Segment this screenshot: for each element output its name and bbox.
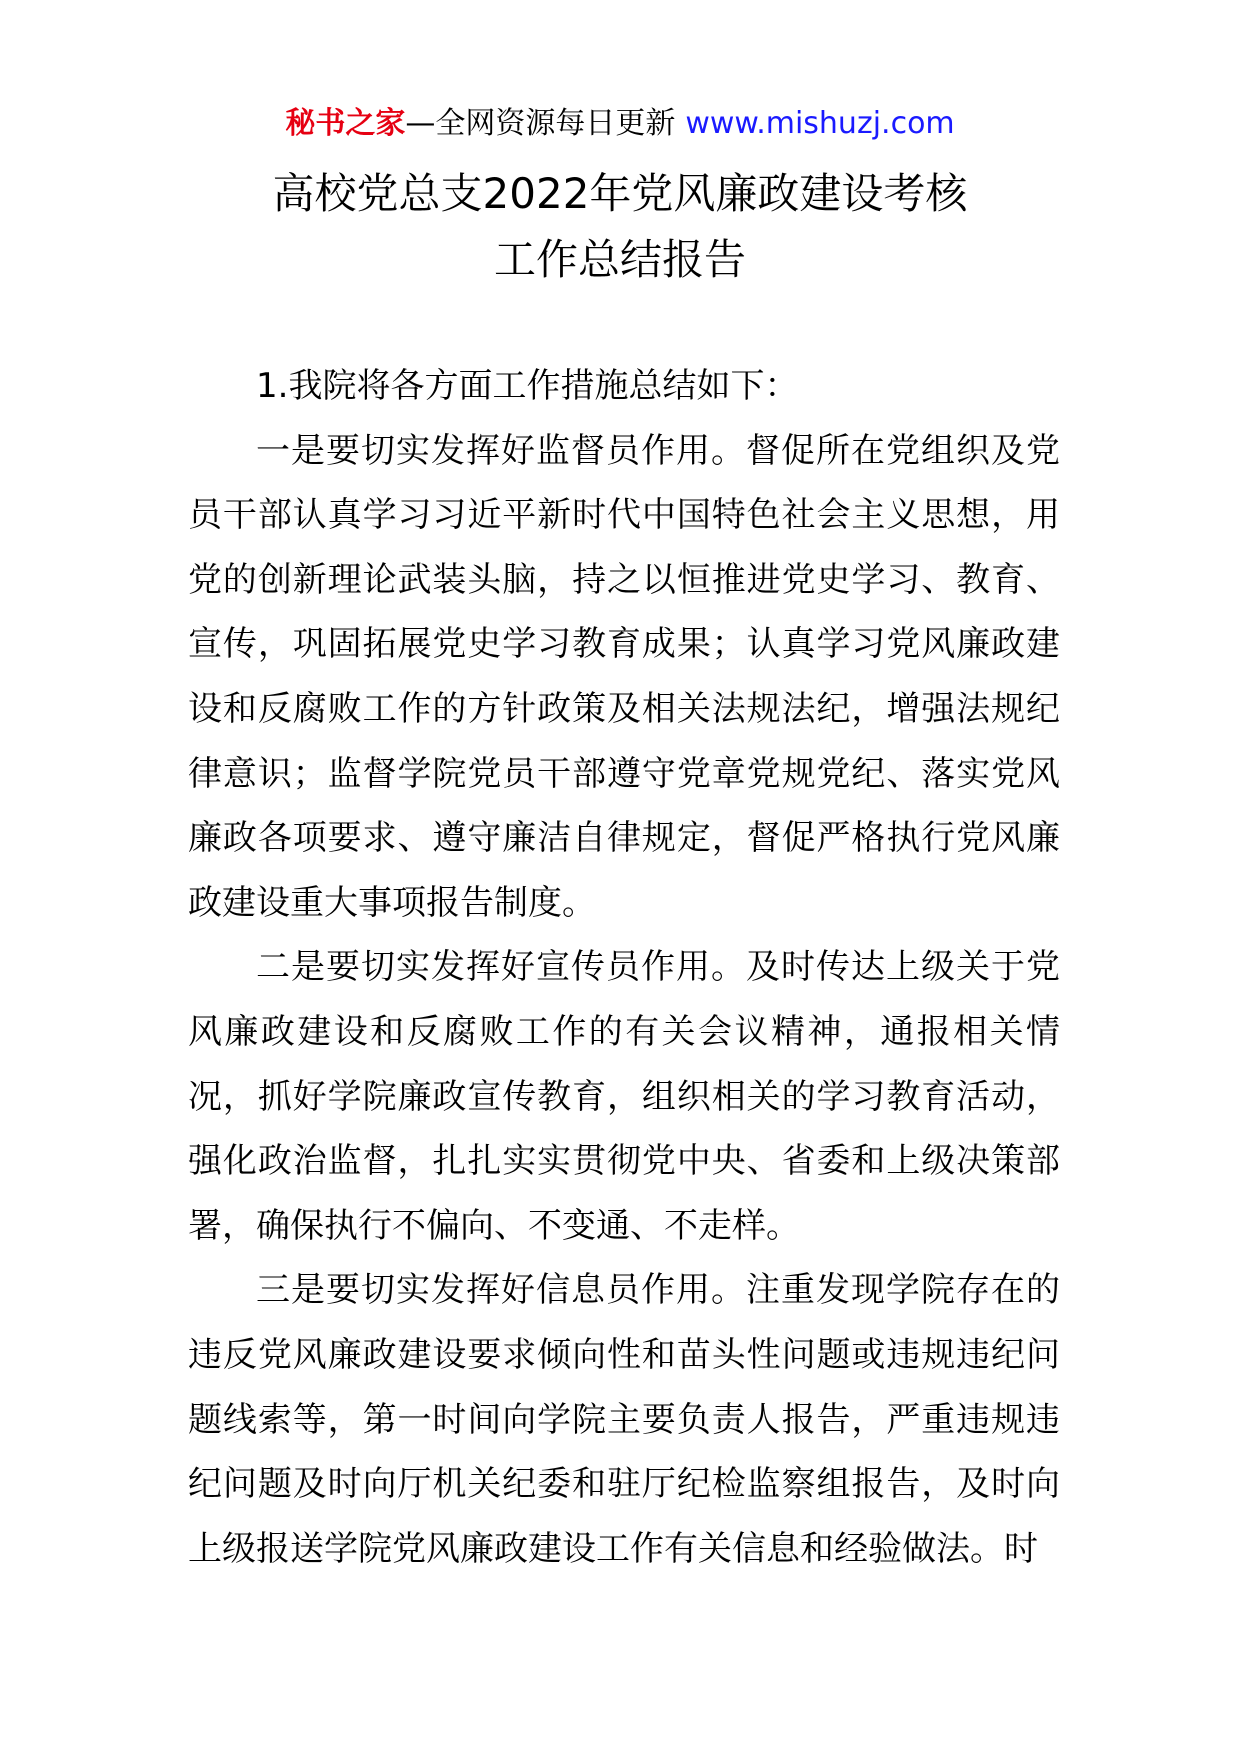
site-header [0,104,1240,144]
document-body [188,354,1060,1581]
document-title-line-1: 高校党总支2022年党风廉政建设考核 [272,169,968,218]
paragraph-information-role: 三是要切实发挥好信息员作用。注重发现学院存在的违反党风廉政建设要求倾向性和苗头性问题或违规违纪问题线索等，第一时间向学院主要负责人报告，严重违规违纪问题及时向厅机关纪委和驻厅纪检监察组报告，及时向上级报送学院党风廉政建设工作有关信息和经验做法。时 [188,1270,1060,1569]
paragraph-publicity-role: 二是要切实发挥好宣传员作用。及时传达上级关于党风廉政建设和反腐败工作的有关会议精神，通报相关情况，抓好学院廉政宣传教育，组织相关的学习教育活动，强化政治监督，扎扎实实贯彻党中央、省委和上级决策部署，确保执行不偏向、不变通、不走样。 [188,947,1060,1246]
site-url-link[interactable]: www.mishuzj.com [685,106,955,141]
site-slogan: —全网资源每日更新 [405,106,676,141]
document-title-line-2: 工作总结报告 [493,235,746,284]
paragraph-intro: 1.我院将各方面工作措施总结如下： [256,366,799,406]
site-brand: 秘书之家 [285,106,406,141]
paragraph-supervisor-role: 一是要切实发挥好监督员作用。督促所在党组织及党员干部认真学习习近平新时代中国特色社会主义思想，用党的创新理论武装头脑，持之以恒推进党史学习、教育、宣传，巩固拓展党史学习教育成果；认真学习党风廉政建设和反腐败工作的方针政策及相关法规法纪，增强法规纪律意识；监督学院党员干部遵守党章党规党纪、落实党风廉政各项要求、遵守廉洁自律规定，督促严格执行党风廉政建设重大事项报告制度。 [188,430,1060,923]
